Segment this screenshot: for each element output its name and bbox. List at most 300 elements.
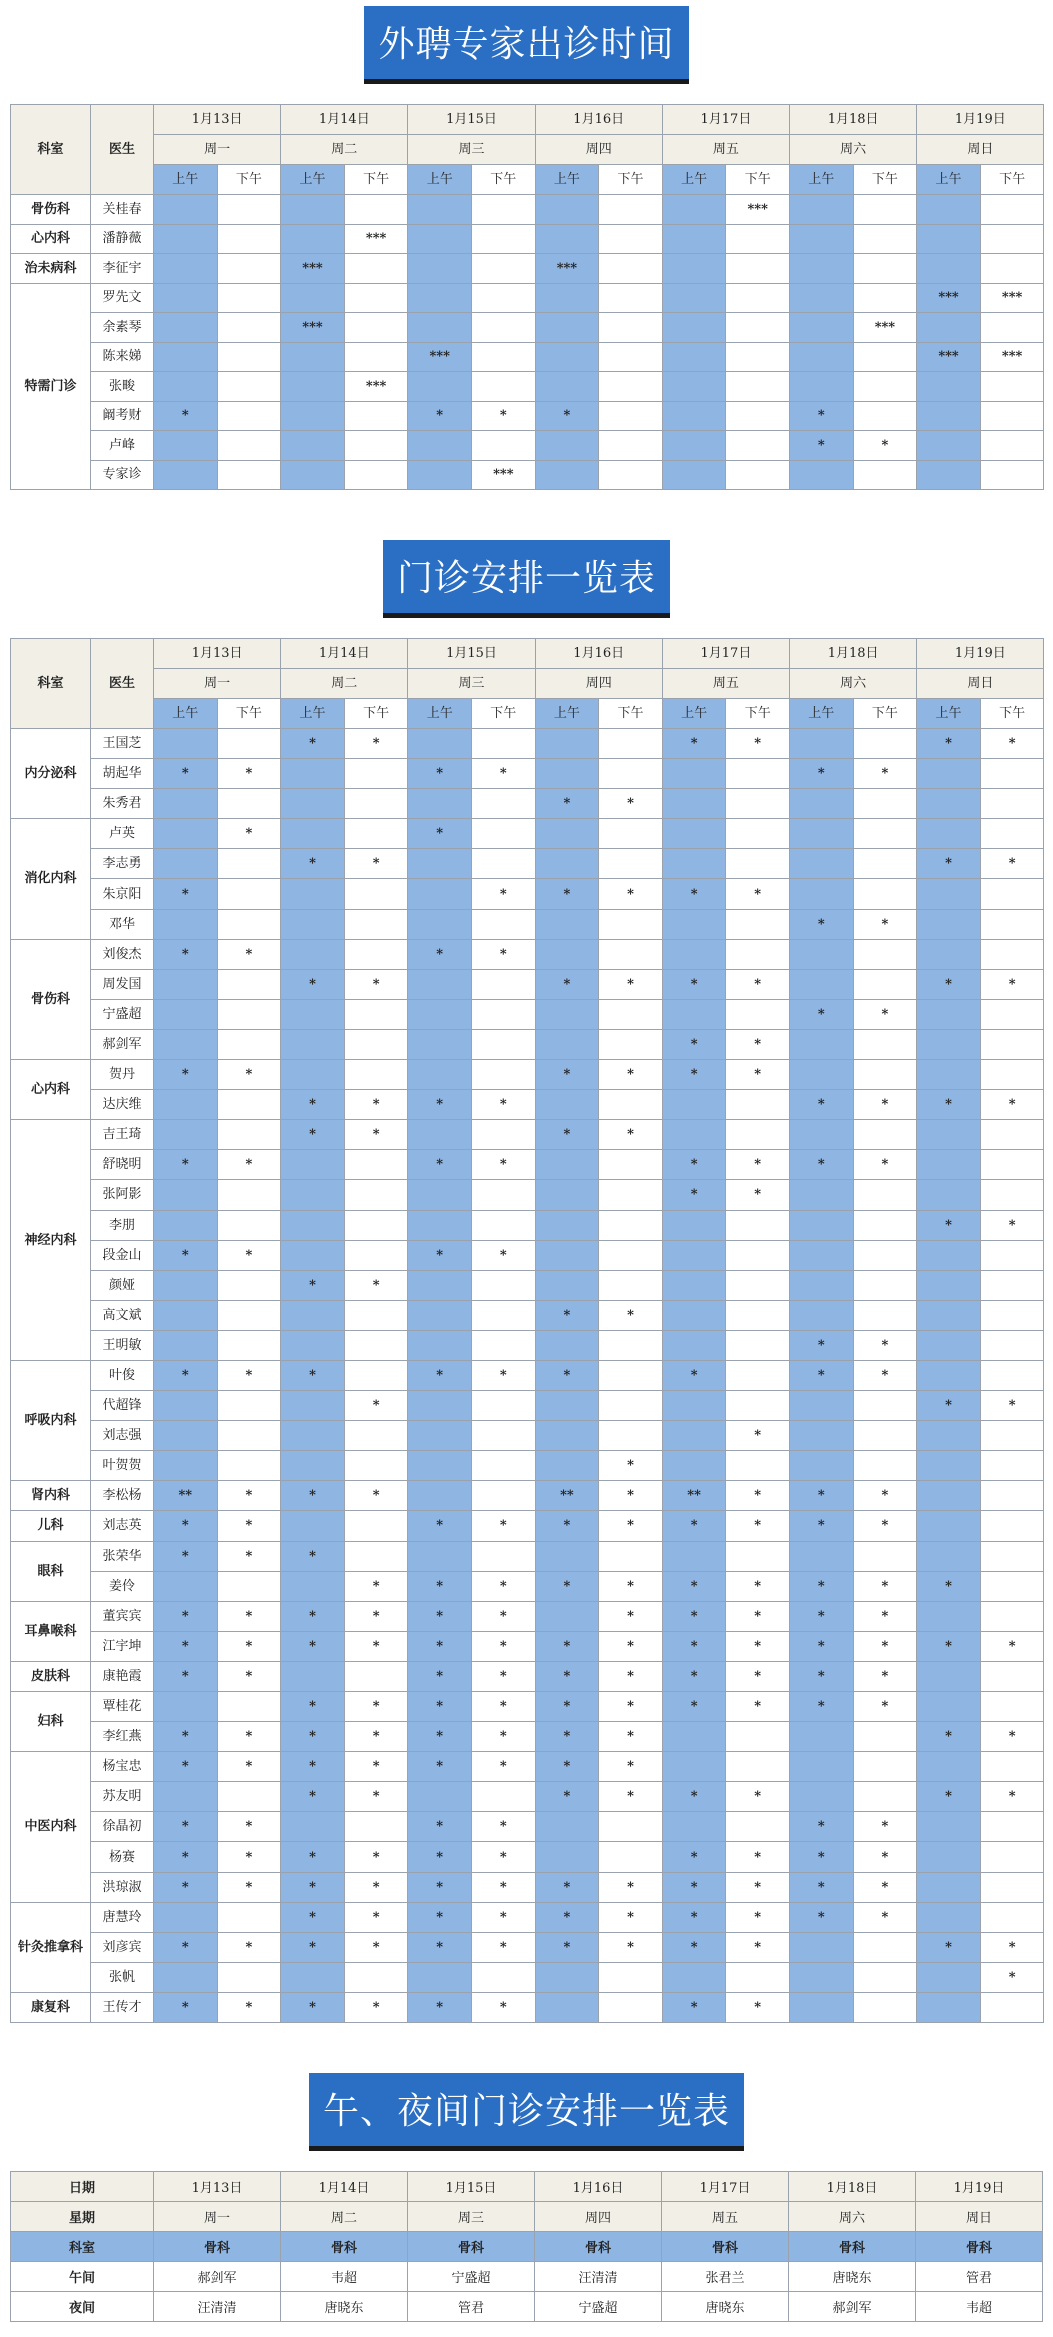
- slot-cell: *: [344, 1571, 408, 1601]
- slot-cell: [980, 789, 1044, 819]
- table-row: [11, 1872, 1044, 1902]
- slot-cell: [344, 1029, 408, 1059]
- slot-cell: [281, 1451, 345, 1481]
- slot-cell: [980, 431, 1044, 461]
- slot-cell: [408, 372, 472, 402]
- table-row: [11, 1300, 1044, 1330]
- slot-cell: [662, 1210, 726, 1240]
- slot-cell: *: [472, 1842, 536, 1872]
- slot-cell: [917, 1842, 981, 1872]
- slot-cell: *: [408, 1692, 472, 1722]
- slot-cell: [472, 909, 536, 939]
- doctor-cell: 叶贺贺: [91, 1451, 154, 1481]
- slot-cell: [344, 401, 408, 431]
- slot-cell: [980, 195, 1044, 225]
- slot-cell: [980, 939, 1044, 969]
- slot-cell: *: [853, 759, 917, 789]
- slot-cell: [662, 224, 726, 254]
- slot-cell: [408, 999, 472, 1029]
- slot-cell: [281, 1150, 345, 1180]
- slot-cell: [154, 1391, 218, 1421]
- table-row: [11, 1631, 1044, 1661]
- header-date-row: [11, 105, 1044, 135]
- slot-cell: *: [662, 1842, 726, 1872]
- slot-cell: [726, 789, 790, 819]
- evening-cell: 1月17日: [662, 2172, 789, 2202]
- slot-cell: *: [408, 1360, 472, 1390]
- slot-cell: [599, 909, 663, 939]
- slot-cell: [599, 1992, 663, 2022]
- slot-cell: *: [662, 1571, 726, 1601]
- slot-cell: [344, 999, 408, 1029]
- slot-cell: [154, 195, 218, 225]
- table-row: [11, 224, 1044, 254]
- slot-cell: ***: [726, 195, 790, 225]
- slot-cell: *: [853, 1360, 917, 1390]
- slot-cell: ***: [344, 224, 408, 254]
- slot-cell: [917, 1752, 981, 1782]
- slot-cell: *: [917, 1932, 981, 1962]
- pm-header: 下午: [344, 699, 408, 729]
- slot-cell: *: [726, 1180, 790, 1210]
- date-header: 1月13日: [154, 105, 281, 135]
- table-row: [11, 1601, 1044, 1631]
- slot-cell: *: [472, 1631, 536, 1661]
- slot-cell: *: [790, 1601, 854, 1631]
- am-header: 上午: [154, 165, 218, 195]
- slot-cell: [917, 1511, 981, 1541]
- slot-cell: [281, 283, 345, 313]
- slot-cell: [281, 1571, 345, 1601]
- slot-cell: *: [217, 1511, 281, 1541]
- slot-cell: [662, 1330, 726, 1360]
- slot-cell: [726, 1240, 790, 1270]
- slot-cell: [217, 1029, 281, 1059]
- table-row: [11, 254, 1044, 284]
- slot-cell: [790, 1421, 854, 1451]
- slot-cell: [726, 1120, 790, 1150]
- dept-cell: 治未病科: [11, 254, 91, 284]
- slot-cell: *: [662, 1360, 726, 1390]
- slot-cell: *: [344, 1481, 408, 1511]
- slot-cell: [344, 1060, 408, 1090]
- slot-cell: *: [344, 1090, 408, 1120]
- slot-cell: *: [980, 1210, 1044, 1240]
- slot-cell: ***: [980, 342, 1044, 372]
- evening-section: [0, 2023, 1053, 2322]
- evening-cell: 周一: [154, 2202, 281, 2232]
- slot-cell: [408, 1029, 472, 1059]
- slot-cell: [726, 254, 790, 284]
- evening-cell: 骨科: [916, 2232, 1043, 2262]
- slot-cell: *: [408, 401, 472, 431]
- slot-cell: [853, 460, 917, 490]
- pm-header: 下午: [980, 699, 1044, 729]
- slot-cell: [917, 879, 981, 909]
- row-label: 日期: [11, 2172, 154, 2202]
- slot-cell: [917, 819, 981, 849]
- slot-cell: [281, 939, 345, 969]
- slot-cell: *: [535, 1300, 599, 1330]
- slot-cell: [917, 1330, 981, 1360]
- slot-cell: [662, 849, 726, 879]
- evening-cell: 骨科: [281, 2232, 408, 2262]
- slot-cell: *: [535, 1872, 599, 1902]
- slot-cell: *: [662, 969, 726, 999]
- slot-cell: *: [853, 1842, 917, 1872]
- slot-cell: *: [662, 1692, 726, 1722]
- am-header: 上午: [790, 165, 854, 195]
- slot-cell: [726, 460, 790, 490]
- dept-cell: 心内科: [11, 224, 91, 254]
- date-header: 1月15日: [408, 105, 535, 135]
- slot-cell: [599, 1842, 663, 1872]
- evening-cell: 1月18日: [789, 2172, 916, 2202]
- slot-cell: *: [408, 759, 472, 789]
- slot-cell: [980, 1992, 1044, 2022]
- slot-cell: *: [980, 1962, 1044, 1992]
- slot-cell: [917, 1812, 981, 1842]
- slot-cell: [344, 879, 408, 909]
- slot-cell: [726, 939, 790, 969]
- slot-cell: [281, 1511, 345, 1541]
- slot-cell: [408, 1120, 472, 1150]
- slot-cell: [853, 1029, 917, 1059]
- slot-cell: [344, 909, 408, 939]
- evening-cell: 1月16日: [535, 2172, 662, 2202]
- slot-cell: [472, 342, 536, 372]
- slot-cell: *: [726, 1029, 790, 1059]
- slot-cell: [980, 1661, 1044, 1691]
- slot-cell: *: [344, 1722, 408, 1752]
- slot-cell: [217, 1210, 281, 1240]
- slot-cell: [980, 909, 1044, 939]
- slot-cell: *: [217, 1060, 281, 1090]
- slot-cell: [344, 254, 408, 284]
- doctor-cell: 朱秀君: [91, 789, 154, 819]
- evening-cell: 周五: [662, 2202, 789, 2232]
- slot-cell: *: [726, 1992, 790, 2022]
- slot-cell: *: [726, 1872, 790, 1902]
- doctor-cell: 余素琴: [91, 313, 154, 343]
- header-week-row: [11, 135, 1044, 165]
- slot-cell: [217, 1451, 281, 1481]
- slot-cell: [726, 1360, 790, 1390]
- slot-cell: [662, 1270, 726, 1300]
- slot-cell: *: [408, 1752, 472, 1782]
- slot-cell: *: [281, 729, 345, 759]
- slot-cell: ***: [917, 283, 981, 313]
- slot-cell: *: [154, 1360, 218, 1390]
- doctor-cell: 吉王琦: [91, 1120, 154, 1150]
- slot-cell: [662, 1752, 726, 1782]
- slot-cell: [726, 1330, 790, 1360]
- slot-cell: [917, 1481, 981, 1511]
- slot-cell: [535, 849, 599, 879]
- slot-cell: *: [726, 1842, 790, 1872]
- date-header: 1月19日: [917, 105, 1044, 135]
- doctor-cell: 杨宝忠: [91, 1752, 154, 1782]
- doctor-cell: 达庆维: [91, 1090, 154, 1120]
- slot-cell: [472, 1782, 536, 1812]
- slot-cell: [217, 1120, 281, 1150]
- slot-cell: [853, 1270, 917, 1300]
- slot-cell: [599, 1421, 663, 1451]
- slot-cell: [472, 1962, 536, 1992]
- am-header: 上午: [535, 165, 599, 195]
- slot-cell: [154, 969, 218, 999]
- slot-cell: [917, 1360, 981, 1390]
- evening-cell: 1月19日: [916, 2172, 1043, 2202]
- slot-cell: *: [154, 1661, 218, 1691]
- slot-cell: [599, 460, 663, 490]
- slot-cell: [408, 1421, 472, 1451]
- slot-cell: *: [599, 1481, 663, 1511]
- slot-cell: [281, 819, 345, 849]
- slot-cell: *: [726, 1511, 790, 1541]
- slot-cell: *: [472, 1692, 536, 1722]
- slot-cell: [662, 939, 726, 969]
- slot-cell: [917, 1300, 981, 1330]
- doctor-cell: 卢英: [91, 819, 154, 849]
- slot-cell: *: [408, 1902, 472, 1932]
- slot-cell: [790, 1120, 854, 1150]
- evening-cell: 骨科: [408, 2232, 535, 2262]
- slot-cell: [980, 1150, 1044, 1180]
- slot-cell: [472, 1451, 536, 1481]
- slot-cell: [726, 1962, 790, 1992]
- slot-cell: [917, 1060, 981, 1090]
- slot-cell: [217, 1571, 281, 1601]
- table-row: [11, 1902, 1044, 1932]
- slot-cell: [217, 460, 281, 490]
- slot-cell: *: [217, 1601, 281, 1631]
- slot-cell: [790, 1992, 854, 2022]
- slot-cell: [726, 999, 790, 1029]
- evening-cell: 唐晓东: [662, 2292, 789, 2322]
- slot-cell: [535, 1330, 599, 1360]
- slot-cell: [408, 254, 472, 284]
- slot-cell: [408, 460, 472, 490]
- slot-cell: [917, 759, 981, 789]
- slot-cell: [599, 224, 663, 254]
- evening-cell: 韦超: [916, 2292, 1043, 2322]
- slot-cell: *: [217, 1661, 281, 1691]
- slot-cell: [408, 1300, 472, 1330]
- slot-cell: *: [217, 1932, 281, 1962]
- slot-cell: [853, 1722, 917, 1752]
- slot-cell: [217, 1391, 281, 1421]
- slot-cell: *: [344, 849, 408, 879]
- table-row: [11, 999, 1044, 1029]
- slot-cell: [917, 1120, 981, 1150]
- slot-cell: ***: [917, 342, 981, 372]
- slot-cell: *: [917, 1631, 981, 1661]
- slot-cell: [599, 1330, 663, 1360]
- slot-cell: [599, 372, 663, 402]
- slot-cell: [790, 819, 854, 849]
- table-row: [11, 1812, 1044, 1842]
- slot-cell: *: [281, 1120, 345, 1150]
- slot-cell: [790, 195, 854, 225]
- slot-cell: [662, 313, 726, 343]
- pm-header: 下午: [853, 165, 917, 195]
- table-row: [11, 1481, 1044, 1511]
- slot-cell: [790, 1451, 854, 1481]
- slot-cell: *: [281, 1481, 345, 1511]
- slot-cell: [154, 431, 218, 461]
- slot-cell: [853, 729, 917, 759]
- slot-cell: [599, 819, 663, 849]
- slot-cell: [408, 1451, 472, 1481]
- slot-cell: [217, 1180, 281, 1210]
- slot-cell: [217, 1300, 281, 1330]
- doctor-cell: 姜伶: [91, 1571, 154, 1601]
- slot-cell: [980, 460, 1044, 490]
- slot-cell: [790, 372, 854, 402]
- slot-cell: [154, 849, 218, 879]
- slot-cell: [408, 1481, 472, 1511]
- slot-cell: *: [790, 1150, 854, 1180]
- slot-cell: [535, 460, 599, 490]
- slot-cell: *: [535, 879, 599, 909]
- slot-cell: *: [472, 939, 536, 969]
- slot-cell: [853, 283, 917, 313]
- slot-cell: *: [154, 1872, 218, 1902]
- slot-cell: [472, 729, 536, 759]
- evening-cell: 宁盛超: [408, 2262, 535, 2292]
- table-row: [11, 1722, 1044, 1752]
- slot-cell: *: [344, 1631, 408, 1661]
- slot-cell: *: [217, 1992, 281, 2022]
- slot-cell: [853, 1060, 917, 1090]
- table-row: [11, 819, 1044, 849]
- dept-cell: 消化内科: [11, 819, 91, 939]
- table-row: [11, 1782, 1044, 1812]
- slot-cell: *: [408, 1722, 472, 1752]
- doctor-cell: 胡起华: [91, 759, 154, 789]
- slot-cell: [726, 1210, 790, 1240]
- evening-cell: 周六: [789, 2202, 916, 2232]
- slot-cell: *: [217, 939, 281, 969]
- slot-cell: [726, 1722, 790, 1752]
- dept-cell: 耳鼻喉科: [11, 1601, 91, 1661]
- slot-cell: *: [344, 1270, 408, 1300]
- slot-cell: [853, 789, 917, 819]
- slot-cell: [980, 759, 1044, 789]
- slot-cell: ***: [281, 254, 345, 284]
- slot-cell: [344, 819, 408, 849]
- slot-cell: [853, 1992, 917, 2022]
- slot-cell: [790, 1270, 854, 1300]
- doctor-cell: 刘彦宾: [91, 1932, 154, 1962]
- slot-cell: [154, 1330, 218, 1360]
- dept-cell: 眼科: [11, 1541, 91, 1601]
- slot-cell: [726, 1541, 790, 1571]
- slot-cell: *: [472, 1240, 536, 1270]
- slot-cell: [980, 1451, 1044, 1481]
- slot-cell: [917, 1270, 981, 1300]
- slot-cell: [535, 729, 599, 759]
- slot-cell: [472, 1210, 536, 1240]
- slot-cell: [281, 1330, 345, 1360]
- slot-cell: *: [853, 1150, 917, 1180]
- slot-cell: *: [917, 1782, 981, 1812]
- slot-cell: [599, 1240, 663, 1270]
- slot-cell: [408, 283, 472, 313]
- slot-cell: *: [281, 969, 345, 999]
- slot-cell: *: [662, 1872, 726, 1902]
- slot-cell: [726, 313, 790, 343]
- slot-cell: [599, 283, 663, 313]
- slot-cell: *: [217, 1722, 281, 1752]
- evening-cell: 唐晓东: [789, 2262, 916, 2292]
- slot-cell: [154, 1270, 218, 1300]
- slot-cell: *: [344, 729, 408, 759]
- slot-cell: [980, 1120, 1044, 1150]
- slot-cell: *: [726, 729, 790, 759]
- slot-cell: [790, 1300, 854, 1330]
- slot-cell: [408, 1391, 472, 1421]
- slot-cell: [154, 1029, 218, 1059]
- slot-cell: [472, 849, 536, 879]
- slot-cell: *: [853, 1812, 917, 1842]
- slot-cell: [281, 1240, 345, 1270]
- doctor-cell: 苏友明: [91, 1782, 154, 1812]
- slot-cell: [344, 1180, 408, 1210]
- slot-cell: ***: [980, 283, 1044, 313]
- slot-cell: [154, 1300, 218, 1330]
- slot-cell: *: [472, 1752, 536, 1782]
- doctor-cell: 朱京阳: [91, 879, 154, 909]
- slot-cell: [980, 1812, 1044, 1842]
- slot-cell: [408, 431, 472, 461]
- pm-header: 下午: [726, 699, 790, 729]
- date-header: 1月18日: [790, 639, 917, 669]
- slot-cell: [980, 1842, 1044, 1872]
- doctor-cell: 张荣华: [91, 1541, 154, 1571]
- slot-cell: [472, 1330, 536, 1360]
- slot-cell: [917, 1029, 981, 1059]
- slot-cell: [281, 789, 345, 819]
- night-row: [11, 2292, 1043, 2322]
- date-header: 1月14日: [281, 105, 408, 135]
- table-row: [11, 1210, 1044, 1240]
- slot-cell: [662, 1962, 726, 1992]
- slot-cell: *: [472, 1661, 536, 1691]
- slot-cell: *: [790, 1090, 854, 1120]
- slot-cell: *: [535, 789, 599, 819]
- slot-cell: *: [472, 1090, 536, 1120]
- slot-cell: [472, 1481, 536, 1511]
- schedule-table: [10, 638, 1044, 2023]
- slot-cell: *: [281, 1722, 345, 1752]
- slot-cell: [980, 254, 1044, 284]
- slot-cell: *: [662, 1511, 726, 1541]
- slot-cell: [472, 1029, 536, 1059]
- slot-cell: **: [662, 1481, 726, 1511]
- slot-cell: *: [980, 1722, 1044, 1752]
- table-row: [11, 1421, 1044, 1451]
- row-label: 科室: [11, 2232, 154, 2262]
- slot-cell: [917, 1872, 981, 1902]
- slot-cell: *: [917, 1571, 981, 1601]
- slot-cell: *: [662, 1180, 726, 1210]
- row-label: 夜间: [11, 2292, 154, 2322]
- table-row: [11, 969, 1044, 999]
- slot-cell: [281, 431, 345, 461]
- pm-header: 下午: [726, 165, 790, 195]
